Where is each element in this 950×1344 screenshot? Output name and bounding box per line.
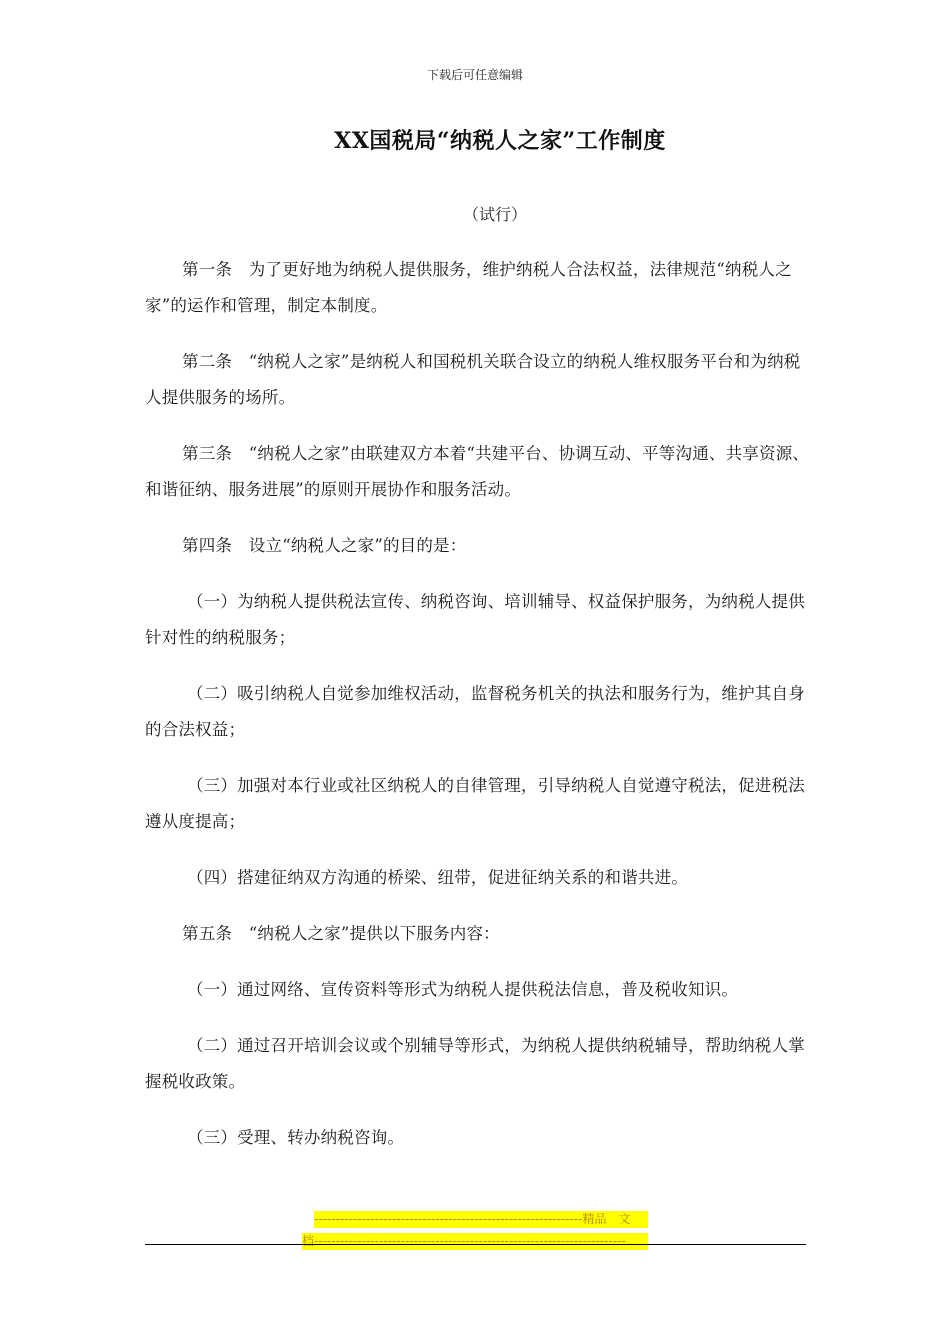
article-5-item-2: （二）通过召开培训会议或个别辅导等形式，为纳税人提供纳税辅导，帮助纳税人掌握税收政策。 bbox=[145, 1036, 805, 1091]
article-2: 第二条 “纳税人之家”是纳税人和国税机关联合设立的纳税人维权服务平台和为纳税人提供服务的场所。 bbox=[145, 352, 801, 407]
article-5-item-3: （三）受理、转办纳税咨询。 bbox=[187, 1128, 405, 1147]
footer-banner-line-1: --------------------------------------------------------------精品 文 bbox=[314, 1211, 648, 1228]
article-4: 第四条 设立“纳税人之家”的目的是： bbox=[182, 536, 467, 555]
article-4-item-1: （一）为纳税人提供税法宣传、纳税咨询、培训辅导、权益保护服务，为纳税人提供针对性的纳税服务； bbox=[145, 592, 805, 647]
header-note: 下载后可任意编辑 bbox=[426, 68, 523, 82]
footer-banner-line-2: 档------------------------------------------------------------------------ bbox=[302, 1233, 648, 1250]
footer-divider bbox=[145, 1244, 806, 1245]
article-5: 第五条 “纳税人之家”提供以下服务内容： bbox=[182, 924, 500, 943]
article-4-item-2: （二）吸引纳税人自觉参加维权活动，监督税务机关的执法和服务行为，维护其自身的合法权益； bbox=[145, 684, 805, 739]
document-body bbox=[145, 252, 810, 1176]
document-subtitle: （试行） bbox=[462, 205, 527, 224]
article-3: 第三条 “纳税人之家”由联建双方本着“共建平台、协调互动、平等沟通、共享资源、和谐征纳、服务进展”的原则开展协作和服务活动。 bbox=[145, 444, 810, 499]
footer-banner bbox=[302, 1211, 648, 1255]
article-4-item-3: （三）加强对本行业或社区纳税人的自律管理，引导纳税人自觉遵守税法，促进税法遵从度提高； bbox=[145, 776, 805, 831]
article-4-item-4: （四）搭建征纳双方沟通的桥梁、纽带，促进征纳关系的和谐共进。 bbox=[187, 868, 688, 887]
article-1: 第一条 为了更好地为纳税人提供服务，维护纳税人合法权益，法律规范“纳税人之家”的运作和管理，制定本制度。 bbox=[145, 260, 792, 315]
article-5-item-1: （一）通过网络、宣传资料等形式为纳税人提供税法信息，普及税收知识。 bbox=[187, 980, 739, 999]
document-title: XX国税局“纳税人之家”工作制度 bbox=[334, 128, 666, 154]
